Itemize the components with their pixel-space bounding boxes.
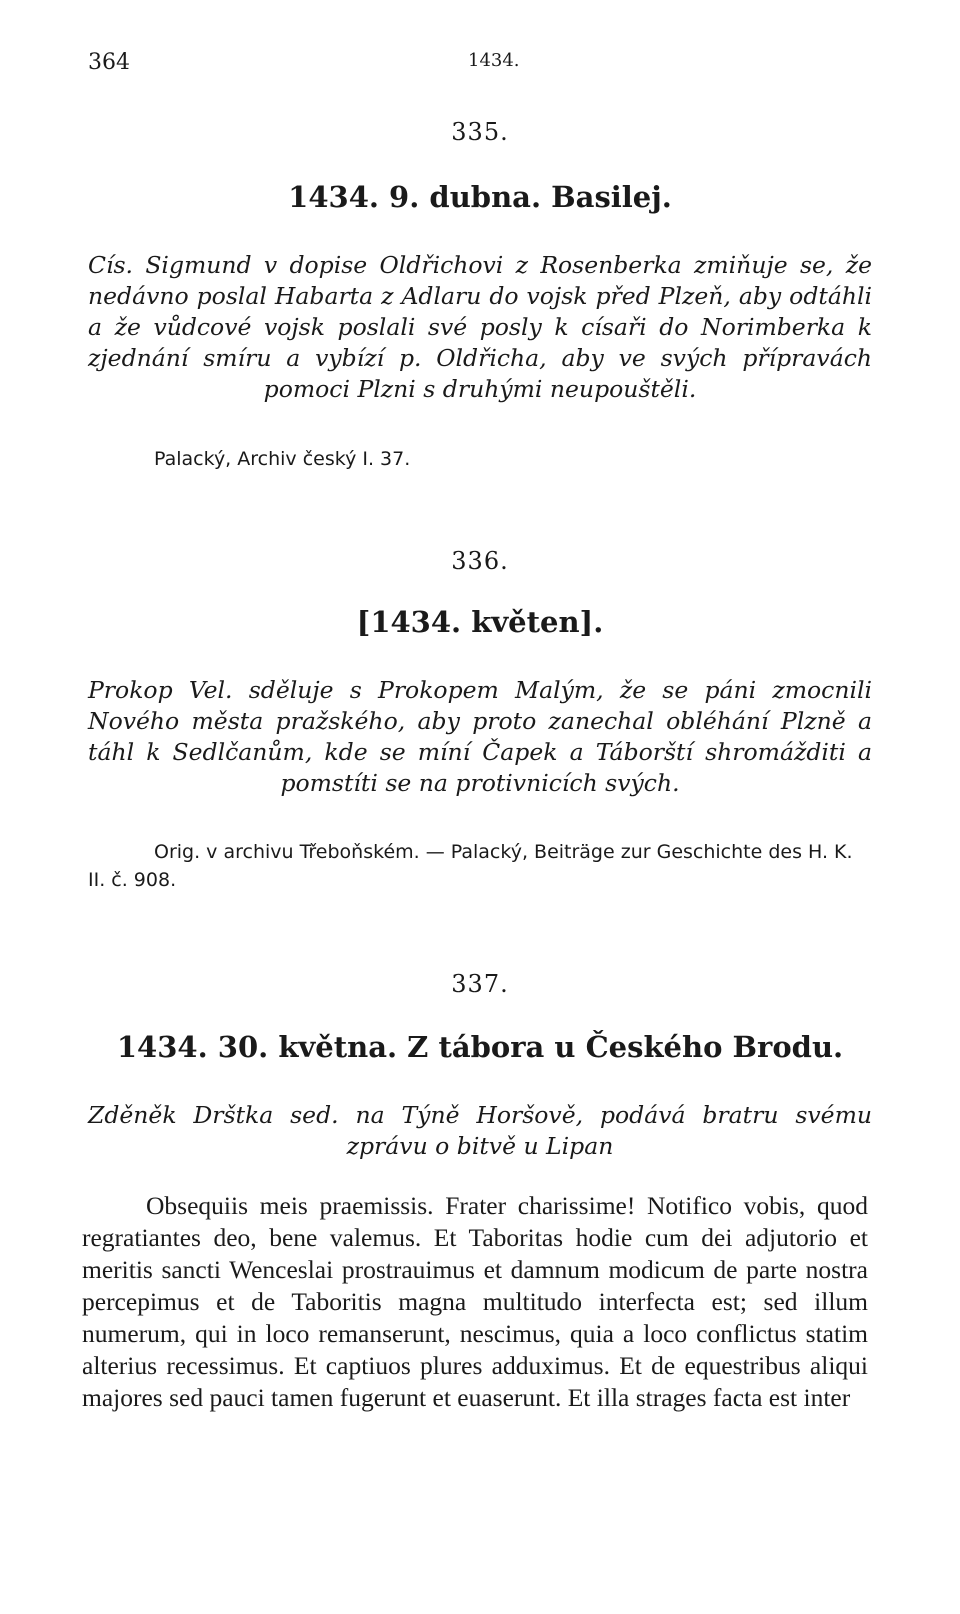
document-date-335: 1434. 9. dubna. Basilej. — [288, 180, 672, 214]
document-number-336: 336. — [451, 547, 509, 575]
document-source-335 — [88, 445, 872, 473]
document-date-336: [1434. květen]. — [356, 605, 604, 639]
letter-text: Obsequiis meis praemissis. Frater charissime! Notifico vobis, quod regratiantes deo, bene valemus. Et Taboritas hodie cum dei adjutorio et meritis sancti Wenceslai prostrauimus et damnum modicum de parte nostra percepimus et de Taboritis magna multitudo interfecta est; sed illum numerum, qui in loco remanserunt, nescimus, quia a loco conflictus statim alterius recessimus. Et captiuos plures adduximus. Et de equestribus aliqui majores sed pauci tamen fugerunt et euaserunt. Et illa strages facta est inter — [82, 1191, 868, 1412]
document-regest-337: Zděněk Drštka sed. na Týně Horšově, podává bratru svému zprávu o bitvě u Lipan — [88, 1101, 872, 1160]
document-source-336 — [88, 838, 872, 894]
page-header — [80, 50, 880, 80]
document-number-335: 335. — [451, 118, 509, 146]
source-text: Palacký, Archiv český I. 37. — [154, 448, 411, 470]
page-number: 364 — [88, 50, 130, 75]
document-regest-336: Prokop Vel. sděluje s Prokopem Malým, že se páni zmocnili Nového města pražského, aby proto zanechal obléhání Plzně a táhl k Sedlčanům, kde se míní Čapek a Táborští shromážditi a pomstíti se na protivnicích svých. — [88, 676, 872, 797]
document-date-337: 1434. 30. května. Z tábora u Českého Brodu. — [116, 1030, 844, 1064]
letter-body-337 — [82, 1190, 868, 1414]
source-text: Orig. v archivu Třeboňském. — Palacký, Beiträge zur Geschichte des H. K. II. č. 908. — [88, 841, 853, 891]
document-regest-335: Cís. Sigmund v dopise Oldřichovi z Rosenberka zmiňuje se, že nedávno poslal Habarta z Adlaru do vojsk před Plzeň, aby odtáhli a že vůdcové vojsk poslali své posly k císaři do Norimberka k zjednání smíru a vybízí p. Oldřicha, aby ve svých přípravách pomoci Plzni s druhými neupouštěli. — [88, 251, 872, 403]
running-header-year: 1434. — [468, 50, 520, 71]
document-number-337: 337. — [451, 970, 509, 998]
